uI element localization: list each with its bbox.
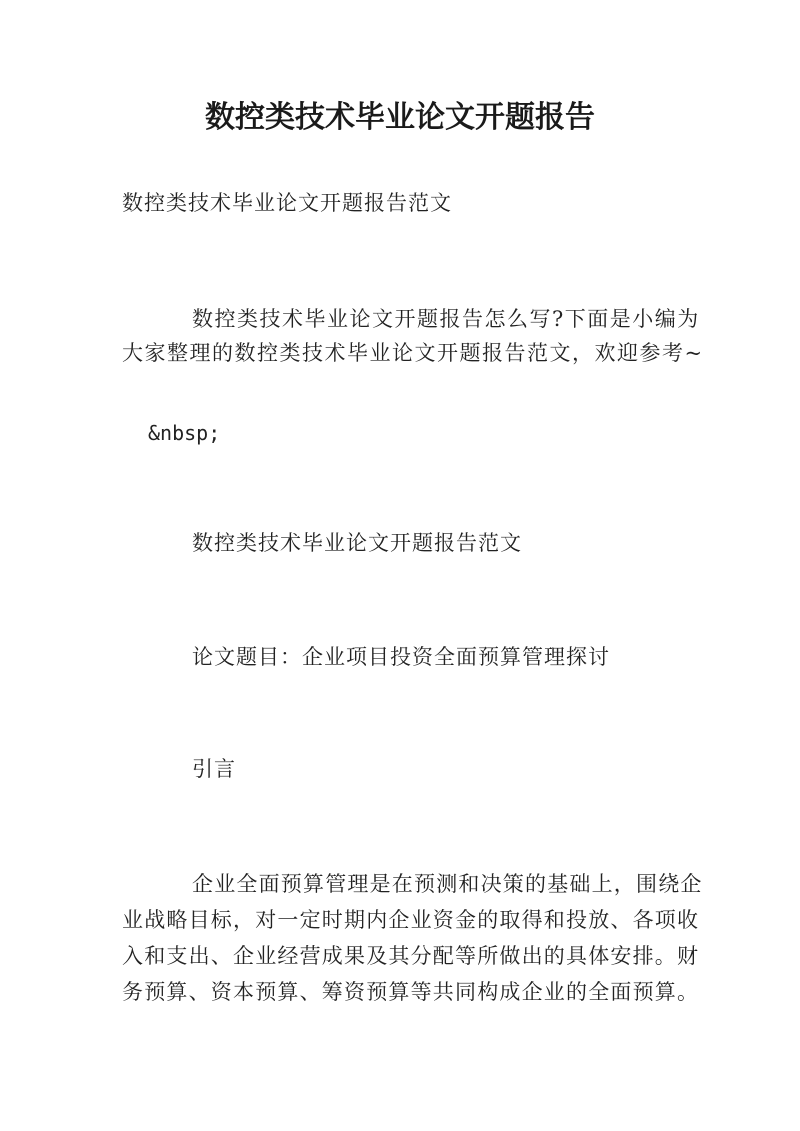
introduction-label: 引言 bbox=[192, 757, 236, 781]
nbsp-text: &nbsp; bbox=[148, 421, 221, 445]
body-line-1: 企业全面预算管理是在预测和决策的基础上，围绕企 bbox=[192, 872, 703, 896]
document-title: 数控类技术毕业论文开题报告 bbox=[205, 100, 595, 135]
document-subtitle: 数控类技术毕业论文开题报告范文 bbox=[122, 191, 452, 215]
body-paragraph bbox=[122, 866, 703, 1010]
body-line-4: 务预算、资本预算、筹资预算等共同构成企业的全面预算。 bbox=[122, 980, 700, 1004]
intro-line-2: 大家整理的数控类技术毕业论文开题报告范文，欢迎参考~ bbox=[122, 341, 704, 365]
section-heading: 数控类技术毕业论文开题报告范文 bbox=[192, 531, 522, 555]
thesis-topic: 论文题目：企业项目投资全面预算管理探讨 bbox=[192, 645, 610, 669]
intro-paragraph bbox=[122, 302, 704, 370]
body-line-3: 入和支出、企业经营成果及其分配等所做出的具体安排。财 bbox=[122, 944, 700, 968]
body-line-2: 业战略目标，对一定时期内企业资金的取得和投放、各项收 bbox=[122, 908, 700, 932]
intro-line-1: 数控类技术毕业论文开题报告怎么写?下面是小编为 bbox=[192, 307, 700, 331]
